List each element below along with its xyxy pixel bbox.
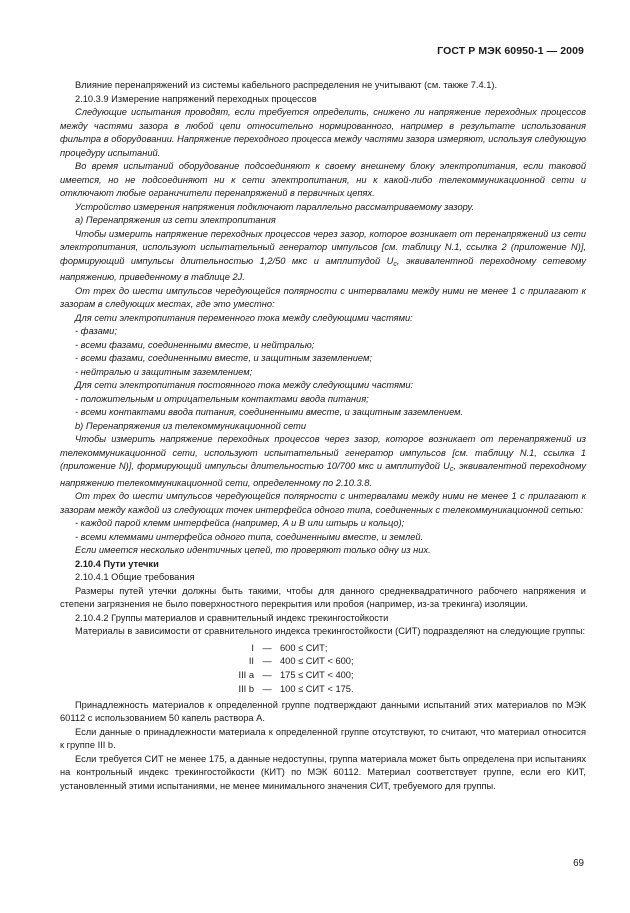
group-range: 100 ≤ СИТ < 175. (280, 683, 354, 694)
group-number: III b (238, 683, 254, 694)
group-number: II (248, 656, 254, 667)
group-number: I (251, 642, 254, 653)
paragraph: - фазами; (75, 326, 117, 336)
paragraph: - всеми фазами, соединенными вместе, и нейтралью; (75, 339, 315, 350)
group-range: 600 ≤ СИТ; (280, 642, 328, 653)
paragraph: 2.10.4.1 Общие требования (75, 572, 195, 582)
paragraph: Принадлежность материалов к определенной группе подтверждают данными испытаний этих материалов по МЭК 60112 с использованием 50 капель раствора A. (60, 699, 586, 724)
document-header: ГОСТ Р МЭК 60950-1 — 2009 (437, 45, 584, 57)
paragraph: Если данные о принадлежности материала к определенной группе отсутствуют, то считают, что материал относится к группе III b. (60, 726, 586, 751)
paragraph: - нейтралью и защитным заземлением; (75, 366, 253, 377)
paragraph: От трех до шести импульсов чередующейся полярности с интервалами между ними не менее 1 с прилагают к зазорам в следующих местах, где это уместно: (60, 285, 586, 309)
paragraph: Во время испытаний оборудование подсоединяют к своему внешнему блоку электропитания, если таковой имеется, но не подсоединяют ни к сети электропитания, ни к какой-либо телекоммуникационной сети и отключают любые ограничители перенапряжений в первичных цепях. (60, 161, 586, 198)
paragraph: - всеми фазами, соединенными вместе, и защитным заземлением; (75, 353, 372, 363)
paragraph: 2.10.4 Пути утечки (75, 558, 159, 569)
paragraph: 2.10.4.2 Группы материалов и сравнительный индекс трекингостойкости (75, 612, 389, 623)
paragraph: Чтобы измерить напряжение переходных процессов через зазор, которое возникает от перенапряжений из телекоммуникационной сети, используют испытательный генератор импульсов [см. таблицу N.1, ссылка 1 (приложение N)], формирующий импульсы длительностью 10/700 мкс и амплитудой $U_c$, эквивалентной переходному напряжению телекоммуникационной сети, определенному по 2.10.3.8. (60, 434, 586, 488)
paragraph: Для сети электропитания постоянного тока между следующими частями: (75, 380, 414, 390)
paragraph: Если требуется СИТ не менее 175, а данные недоступны, группа материала может быть определена при испытаниях на контрольный индекс трекингостойкости (КИТ) по МЭК 60112. Материал соответствует группе, если его КИТ, установленный этими испытаниями, не менее минимального значения СИТ, требуемого для группы. (60, 753, 586, 791)
paragraph: - всеми клеммами интерфейса одного типа, соединенными вместе, и землей. (75, 531, 424, 542)
paragraph: Размеры путей утечки должны быть такими, чтобы для данного среднеквадратичного рабочего напряжения и степени загрязнения не было поверхностного перекрытия или пробоя (например, из-за трекинга) изоляции. (60, 585, 586, 609)
group-row (60, 669, 586, 683)
paragraph: - положительным и отрицательным контактами ввода питания; (75, 393, 369, 404)
paragraph: b) Перенапряжения из телекоммуникационной сети (75, 420, 307, 431)
group-row (60, 683, 586, 697)
paragraph: Чтобы измерить напряжение переходных процессов через зазор, которое возникает от перенапряжений из сети электропитания, используют испытательный генератор импульсов [см. таблицу N.1, ссылка 2 (приложение N)], формирующий импульсы длительностью 1,2/50 мкс и амплитудой $U_c$, эквивалентной переходному сетевому напряжению, приведенному в таблице 2J. (60, 228, 587, 282)
paragraph: Для сети электропитания переменного тока между следующими частями: (75, 312, 413, 323)
paragraphs-after (60, 699, 586, 794)
paragraph: - каждой парой клемм интерфейса (например, A и B или штырь и кольцо); (75, 518, 405, 528)
paragraph: От трех до шести импульсов чередующейся полярности с интервалами между ними не менее 1 с прилагают к зазорам между каждой из следующих точек интерфейса одного типа, соединенных с телекоммуникационной сетью: (60, 491, 586, 515)
group-row (60, 655, 586, 669)
group-dash: — (262, 642, 272, 653)
paragraph: Устройство измерения напряжения подключают параллельно рассматриваемому зазору. (75, 201, 475, 212)
page-body (60, 79, 586, 793)
group-dash: — (262, 683, 272, 694)
paragraph: - всеми контактами ввода питания, соединенными вместе, и защитным заземлением. (75, 407, 464, 417)
group-dash: — (262, 670, 272, 681)
material-groups-list (60, 642, 586, 697)
group-dash: — (262, 656, 272, 667)
group-range: 400 ≤ СИТ < 600; (280, 656, 354, 667)
paragraph: Влияние перенапряжений из системы кабельного распределения не учитывают (см. также 7.4.1). (75, 80, 498, 90)
group-range: 175 ≤ СИТ < 400; (280, 670, 354, 681)
paragraph: Следующие испытания проводят, если требуется определить, снижено ли напряжение переходных процессов между частями зазора в любой цепи относительно нормированного, например в результате использования фильтра в оборудовании. Напряжение переходного процесса между частями зазора измеряют, используя следующую процедуру испытаний. (60, 107, 586, 158)
page-number: 69 (573, 858, 584, 869)
paragraphs-before (60, 79, 586, 639)
paragraph: a) Перенапряжения из сети электропитания (75, 215, 276, 225)
paragraph: 2.10.3.9 Измерение напряжений переходных процессов (75, 93, 317, 104)
paragraph: Если имеется несколько идентичных цепей, то проверяют только одну из них. (75, 545, 431, 555)
group-number: III a (238, 670, 254, 681)
group-row (60, 642, 586, 656)
paragraph: Материалы в зависимости от сравнительного индекса трекингостойкости (СИТ) подразделяют на следующие группы: (75, 626, 586, 636)
